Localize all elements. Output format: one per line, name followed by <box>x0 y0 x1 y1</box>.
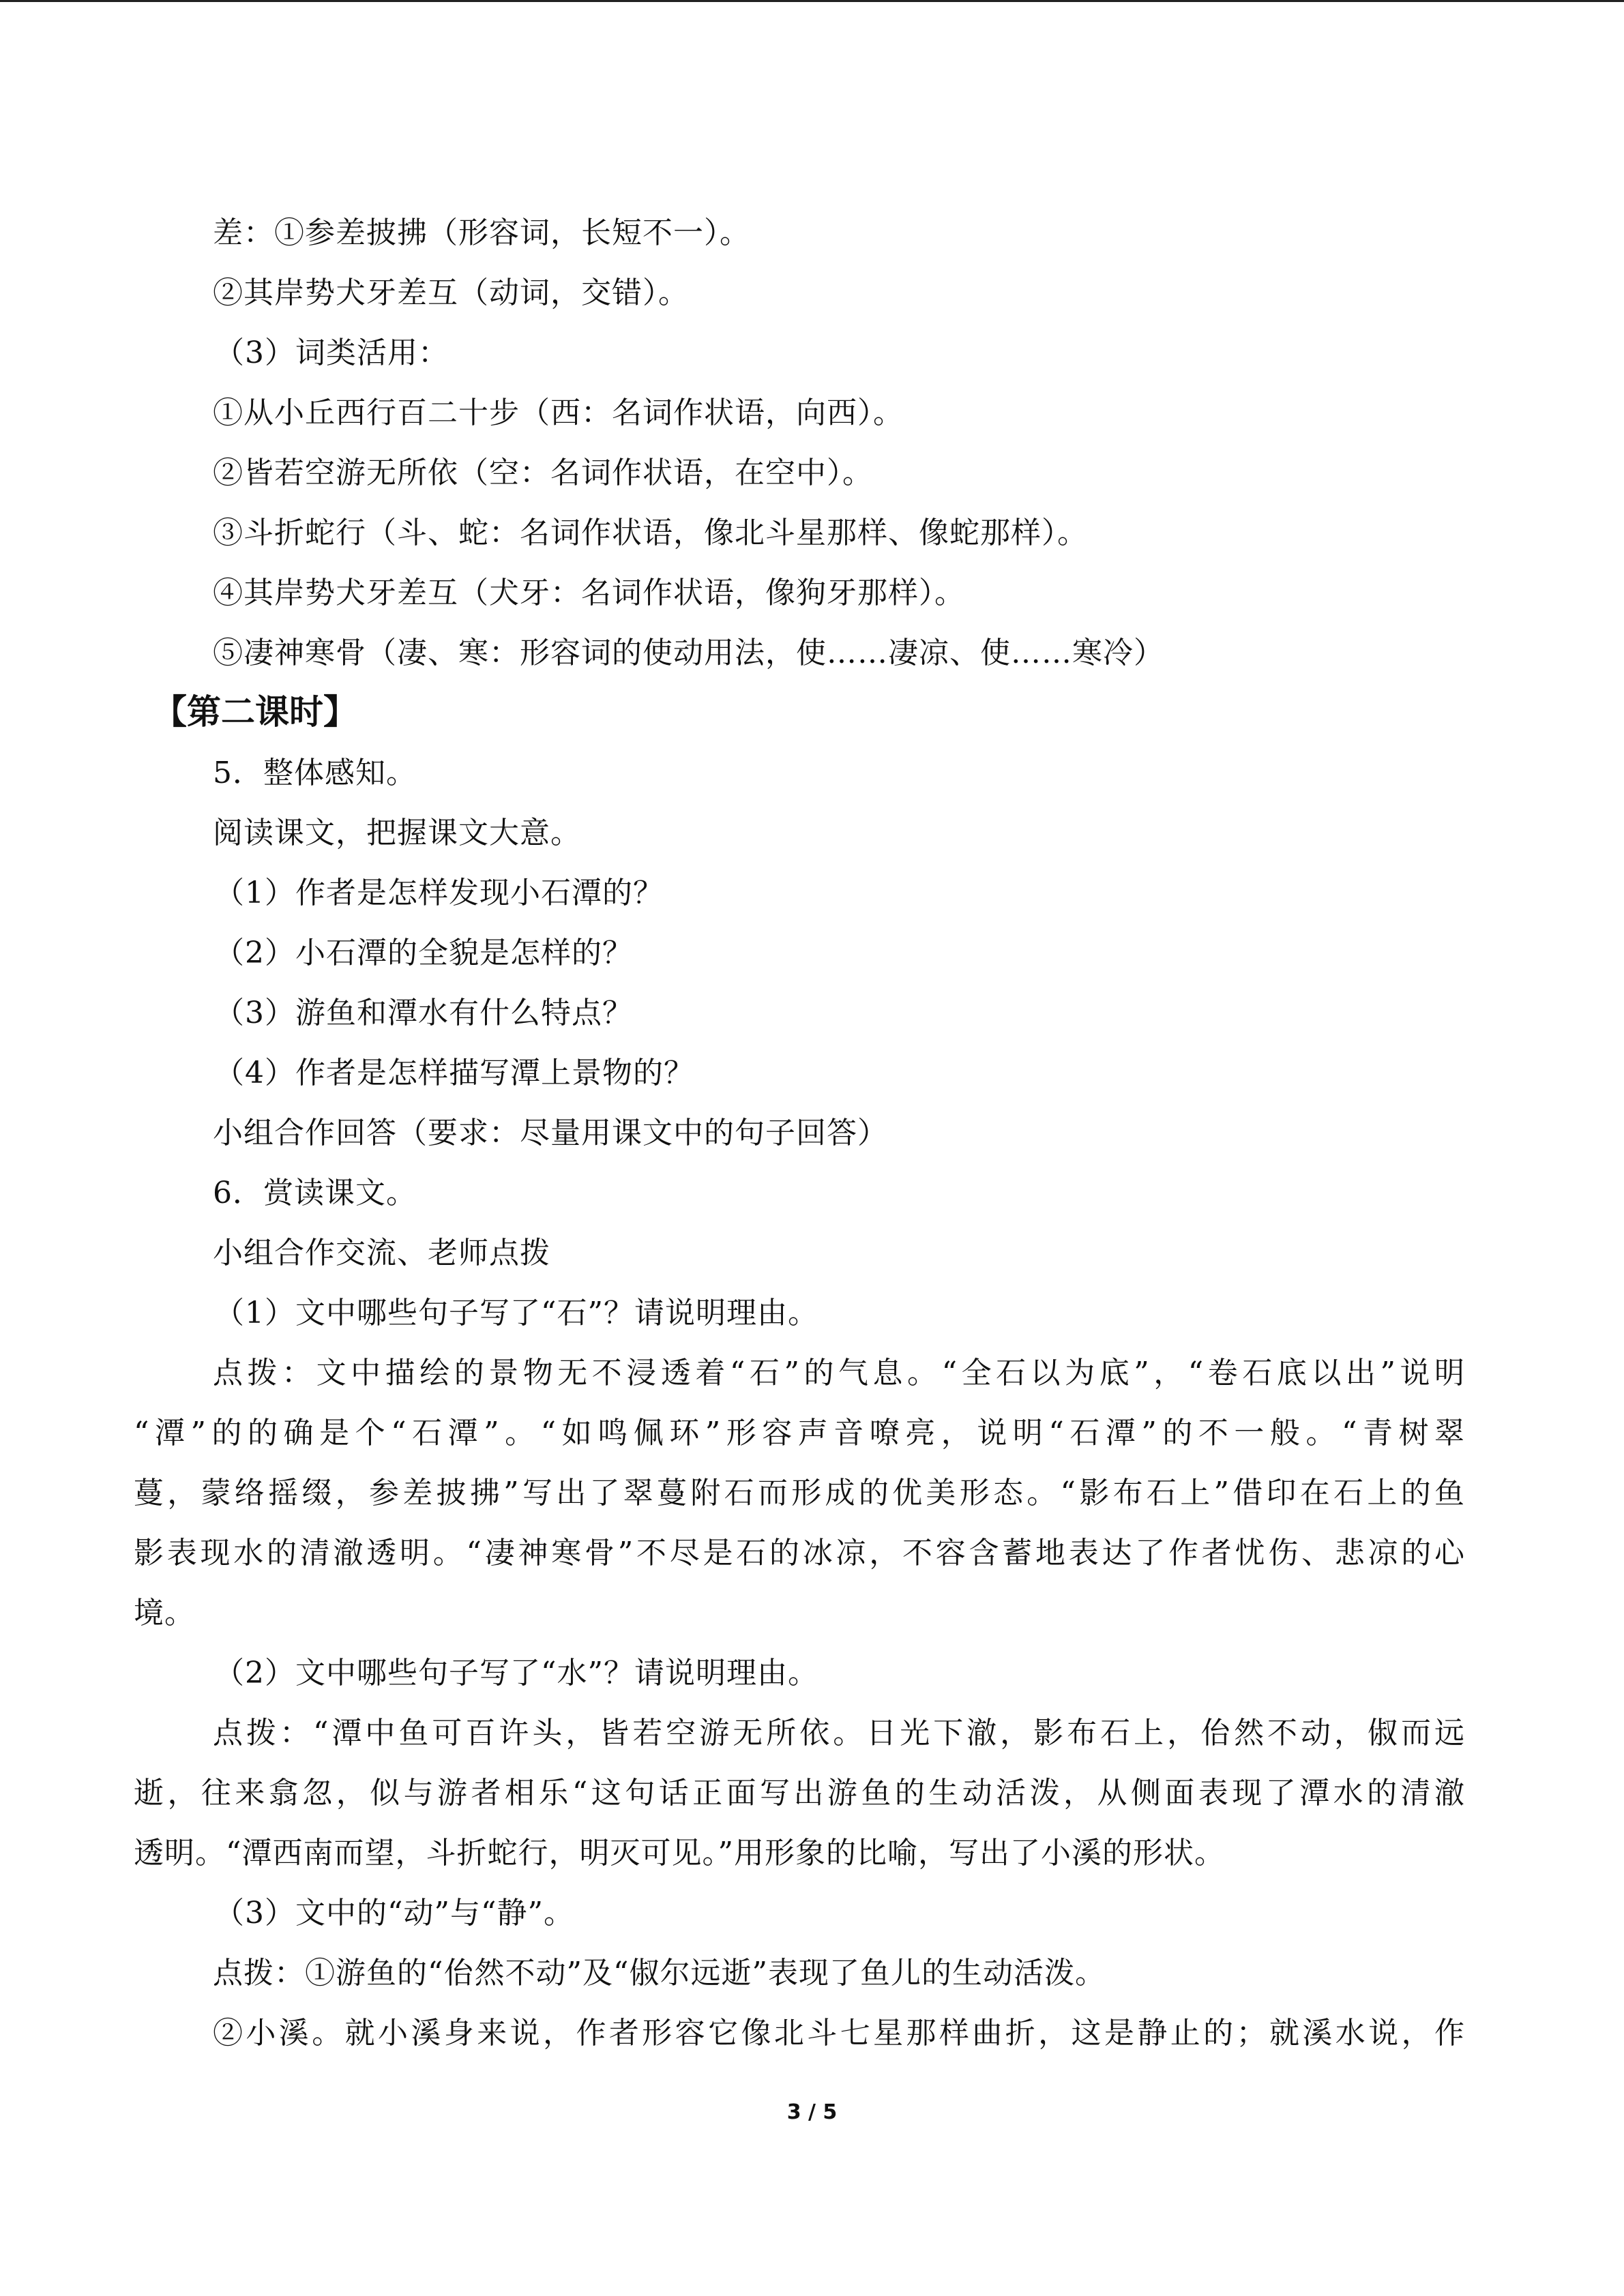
text-line: ④其岸势犬牙差互（犬牙：名词作状语，像狗牙那样）。 <box>213 576 965 610</box>
section-heading: 【第二课时】 <box>153 692 357 732</box>
question-item: （4）作者是怎样描写潭上景物的？ <box>214 1056 694 1090</box>
text-line: ②皆若空游无所依（空：名词作状语，在空中）。 <box>213 456 873 490</box>
text-line: 差：①参差披拂（形容词，长短不一）。 <box>213 215 750 250</box>
question-item: （1）文中哪些句子写了“石”？请说明理由。 <box>214 1296 818 1330</box>
paragraph-line: 点拨：文中描绘的景物无不浸透着“石”的气息。“全石以为底”，“卷石底以出”说明 <box>213 1356 1465 1390</box>
paragraph-line: 点拨：“潭中鱼可百许头，皆若空游无所依。日光下澈，影布石上，佁然不动，俶而远 <box>213 1716 1465 1750</box>
page-number: 3 / 5 <box>786 2100 838 2124</box>
paragraph-line: 逝，往来翕忽，似与游者相乐“这句话正面写出游鱼的生动活泼，从侧面表现了潭水的清澈 <box>134 1776 1465 1810</box>
text-line: 小组合作交流、老师点拨 <box>213 1236 550 1270</box>
paragraph-line: ②小溪。就小溪身来说，作者形容它像北斗七星那样曲折，这是静止的；就溪水说，作 <box>213 2016 1465 2051</box>
text-line: 阅读课文，把握课文大意。 <box>213 816 581 850</box>
paragraph-line: 透明。“潭西南而望，斗折蛇行，明灭可见。”用形象的比喻，写出了小溪的形状。 <box>134 1836 1225 1870</box>
paragraph-line: 点拨：①游鱼的“佁然不动”及“俶尔远逝”表现了鱼儿的生动活泼。 <box>213 1956 1106 1991</box>
question-item: （3）游鱼和潭水有什么特点？ <box>214 996 633 1030</box>
question-item: （2）小石潭的全貌是怎样的？ <box>214 936 633 970</box>
paragraph-line: 境。 <box>134 1596 195 1630</box>
text-line: ⑤凄神寒骨（凄、寒：形容词的使动用法，使……凄凉、使……寒冷） <box>213 636 1164 670</box>
text-line: （3）词类活用： <box>214 336 449 370</box>
text-line: ②其岸势犬牙差互（动词，交错）。 <box>213 275 689 310</box>
question-item: （1）作者是怎样发现小石潭的？ <box>214 876 664 910</box>
paragraph-line: 蔓，蒙络摇缀，参差披拂”写出了翠蔓附石而形成的优美形态。“影布石上”借印在石上的鱼 <box>134 1476 1465 1510</box>
text-line: 小组合作回答（要求：尽量用课文中的句子回答） <box>213 1116 888 1150</box>
text-line: ③斗折蛇行（斗、蛇：名词作状语，像北斗星那样、像蛇那样）。 <box>213 516 1088 550</box>
question-item: （2）文中哪些句子写了“水”？请说明理由。 <box>214 1656 818 1690</box>
text-line: ①从小丘西行百二十步（西：名词作状语，向西）。 <box>213 396 904 430</box>
paragraph-line: “潭”的的确是个“石潭”。“如鸣佩环”形容声音嘹亮，说明“石潭”的不一般。“青树翠 <box>134 1416 1465 1450</box>
paragraph-line: 影表现水的清澈透明。“凄神寒骨”不尽是石的冰凉，不容含蓄地表达了作者忧伤、悲凉的心 <box>134 1536 1465 1570</box>
item-title: 6．赏读课文。 <box>213 1176 417 1210</box>
question-item: （3）文中的“动”与“静”。 <box>214 1896 574 1930</box>
item-title: 5．整体感知。 <box>213 756 417 790</box>
